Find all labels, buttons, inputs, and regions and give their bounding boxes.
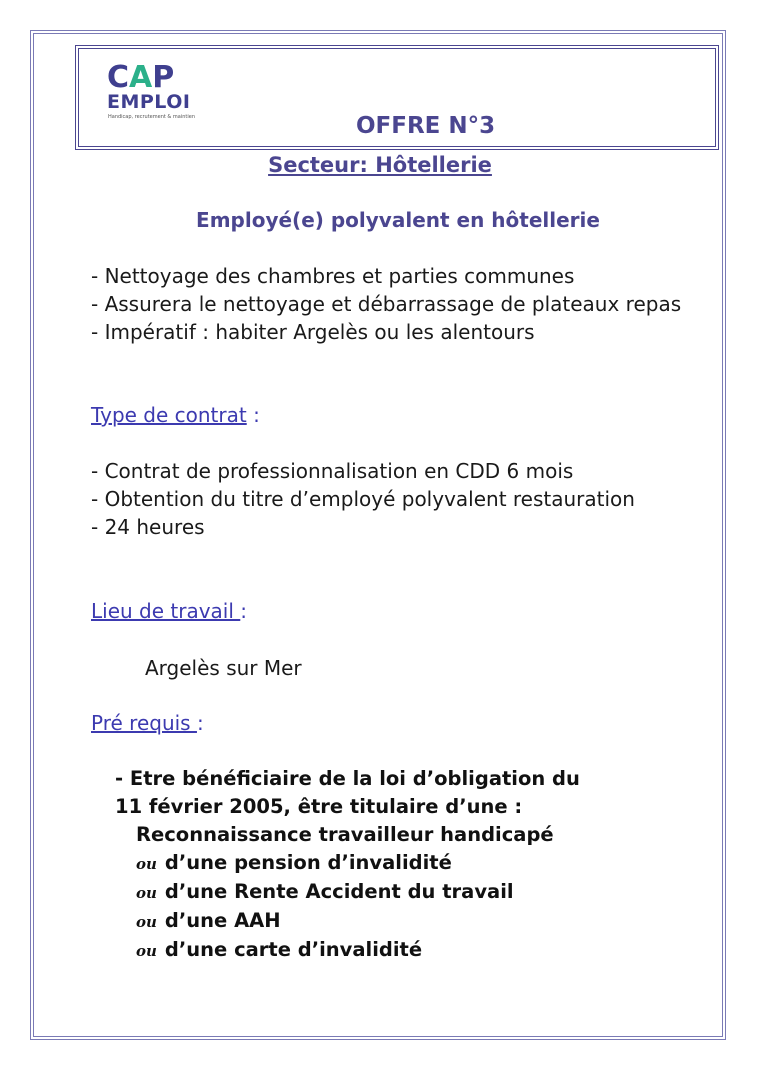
or-word: ou <box>136 913 157 931</box>
task-list <box>91 262 711 346</box>
workplace-value: Argelès sur Mer <box>145 656 302 680</box>
job-title: Employé(e) polyvalent en hôtellerie <box>196 208 600 232</box>
prerequisites-body <box>115 765 715 965</box>
task-item: - Impératif : habiter Argelès ou les alentours <box>91 320 535 344</box>
prereq-option: ou d’une AAH <box>136 909 281 932</box>
prereq-option: ou d’une Rente Accident du travail <box>136 880 514 903</box>
prereq-intro-line: 11 février 2005, être titulaire d’une : <box>115 795 523 818</box>
prereq-intro-line: - Etre bénéficiaire de la loi d’obligation du <box>115 767 580 790</box>
logo-emploi-text: EMPLOI <box>107 91 191 113</box>
or-word: ou <box>136 884 157 902</box>
or-word: ou <box>136 942 157 960</box>
cap-emploi-logo <box>107 60 207 125</box>
prereq-option: ou d’une pension d’invalidité <box>136 851 452 874</box>
contract-list <box>91 457 711 541</box>
logo-tagline: Handicap, recrutement & maintien <box>108 114 195 120</box>
workplace-heading: Lieu de travail : <box>91 599 248 623</box>
contract-item: - Contrat de professionnalisation en CDD 6 mois <box>91 459 574 483</box>
contract-item: - 24 heures <box>91 515 205 539</box>
logo-cap-text: CAP <box>107 60 175 95</box>
offer-title: OFFRE N°3 <box>356 113 496 139</box>
prereq-option: ou d’une carte d’invalidité <box>136 938 423 961</box>
task-item: - Assurera le nettoyage et débarrassage de plateaux repas <box>91 292 682 316</box>
prereq-option: Reconnaissance travailleur handicapé <box>136 823 554 846</box>
prerequisites-heading: Pré requis : <box>91 711 204 735</box>
task-item: - Nettoyage des chambres et parties communes <box>91 264 575 288</box>
contract-heading: Type de contrat : <box>91 403 260 427</box>
sector-heading: Secteur: Hôtellerie <box>268 153 492 177</box>
contract-item: - Obtention du titre d’employé polyvalent restauration <box>91 487 635 511</box>
or-word: ou <box>136 855 157 873</box>
